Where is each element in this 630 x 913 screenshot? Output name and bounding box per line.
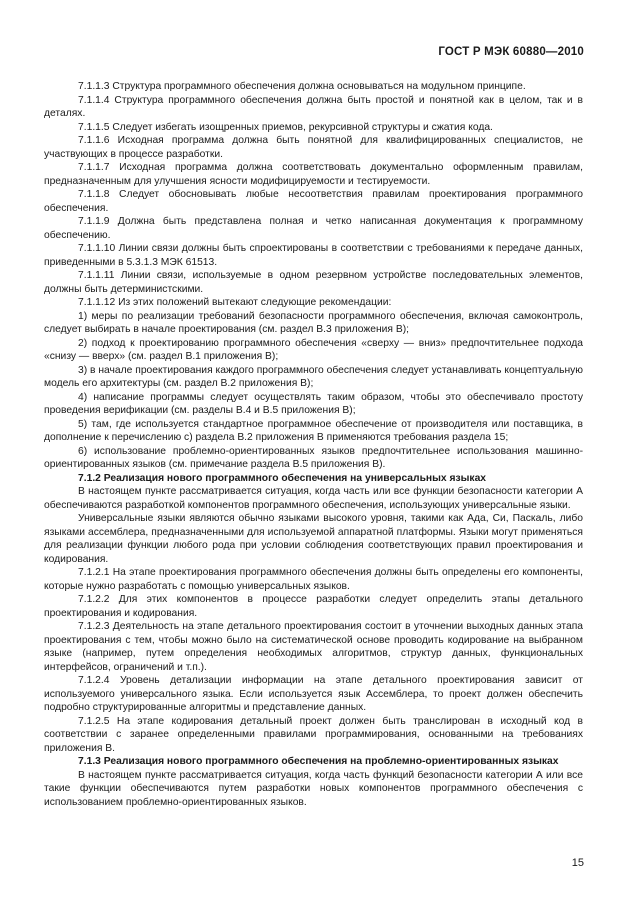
document-header: ГОСТ Р МЭК 60880—2010 bbox=[438, 46, 584, 58]
section-heading: 7.1.3 Реализация нового программного обеспечения на проблемно-ориентированных языках bbox=[78, 756, 559, 767]
document-body bbox=[44, 80, 583, 809]
paragraph: 7.1.2.2 Для этих компонентов в процессе разработки следует определить этапы детального проектирования и кодирования. bbox=[44, 594, 583, 619]
paragraph: 7.1.1.7 Исходная программа должна соответствовать документально оформленным правилам, предназначенным для улучшения ясности модифицируемости и тестируемости. bbox=[44, 162, 583, 187]
paragraph: 7.1.2.3 Деятельность на этапе детального проектирования состоит в уточнении выходных данных этапа проектирования с тем, чтобы можно было на систематической основе проводить кодирование на выбранном языке (например, путем определения необходимых алгоритмов, структур данных, функциональных интерфейсов, ограничений и т.п.). bbox=[44, 621, 583, 673]
paragraph: 7.1.2.5 На этапе кодирования детальный проект должен быть транслирован в исходный код в соответствии с заранее определенными правилами программирования, основанными на требованиях приложения В. bbox=[44, 715, 583, 754]
paragraph: 7.1.2.4 Уровень детализации информации на этапе детального проектирования зависит от используемого универсального языка. Если используется язык Ассемблера, то проект должен обеспечить подробно структурированные алгоритмы и представление данных. bbox=[44, 675, 583, 713]
section-heading: 7.1.2 Реализация нового программного обеспечения на универсальных языках bbox=[78, 472, 487, 484]
paragraph: 5) там, где используется стандартное программное обеспечение от производителя или поставщика, в дополнение к перечислению с) раздела В.2 приложения В применяются требования раздела 15; bbox=[44, 418, 583, 443]
paragraph: 7.1.1.9 Должна быть представлена полная и четко написанная документация к программному обеспечению. bbox=[44, 216, 583, 241]
paragraph: В настоящем пункте рассматривается ситуация, когда часть функций безопасности категории А или все такие функции обеспечиваются путем разработки новых компонентов программного обеспечения с использованием проблемно-ориентированных языков. bbox=[44, 769, 583, 808]
paragraph: 6) использование проблемно-ориентированных языков предпочтительнее использования машинно-ориентированных языков (см. примечание раздела В.5 приложения В). bbox=[44, 445, 583, 470]
paragraph: В настоящем пункте рассматривается ситуация, когда часть или все функции безопасности категории А обеспечиваются разработкой компонентов программного обеспечения, использующих универсальные языки. bbox=[44, 486, 583, 511]
paragraph: 7.1.1.11 Линии связи, используемые в одном резервном устройстве последовательных элементов, должны быть детерминистскими. bbox=[44, 270, 583, 295]
paragraph: 3) в начале проектирования каждого программного обеспечения следует устанавливать концептуальную модель его архитектуры (см. раздел В.2 приложения В); bbox=[44, 364, 583, 389]
paragraph: 7.1.1.4 Структура программного обеспечения должна быть простой и понятной как в целом, так и в деталях. bbox=[44, 94, 583, 119]
paragraph: 7.1.1.10 Линии связи должны быть спроектированы в соответствии с требованиями к передаче данных, приведенными в 5.3.1.3 МЭК 61513. bbox=[44, 243, 583, 268]
paragraph: 7.1.1.8 Следует обосновывать любые несоответствия правилам проектирования программного обеспечения. bbox=[44, 189, 583, 214]
page-number: 15 bbox=[571, 857, 584, 869]
paragraph: 1) меры по реализации требований безопасности программного обеспечения, включая самоконтроль, следует выбирать в начале проектирования (см. раздел В.3 приложения В); bbox=[44, 310, 583, 335]
paragraph: 4) написание программы следует осуществлять таким образом, чтобы это обеспечивало простоту проведения верификации (см. разделы В.4 и В.5 приложения В); bbox=[44, 391, 583, 416]
paragraph: 7.1.2.1 На этапе проектирования программного обеспечения должны быть определены его компоненты, которые нужно разработать с помощью универсальных языков. bbox=[44, 567, 583, 592]
paragraph: 7.1.1.6 Исходная программа должна быть понятной для квалифицированных специалистов, не участвующих в процессе разработки. bbox=[44, 135, 583, 160]
paragraph: 7.1.1.12 Из этих положений вытекают следующие рекомендации: bbox=[78, 297, 392, 308]
paragraph: 2) подход к проектированию программного обеспечения «сверху — вниз» предпочтительнее подхода «снизу — вверх» (см. раздел В.1 приложения В); bbox=[44, 337, 583, 362]
paragraph: 7.1.1.3 Структура программного обеспечения должна основываться на модульном принципе. bbox=[78, 81, 526, 92]
paragraph: 7.1.1.5 Следует избегать изощренных приемов, рекурсивной структуры и сжатия кода. bbox=[78, 121, 493, 133]
paragraph: Универсальные языки являются обычно языками высокого уровня, такими как Ада, Си, Паскаль, либо языками ассемблера, предназначенными для используемой аппаратной платформы. Языки могут применяться для реализации функции любого рода при условии соблюдения соответствующих правил проектирования и кодирования. bbox=[44, 513, 583, 565]
